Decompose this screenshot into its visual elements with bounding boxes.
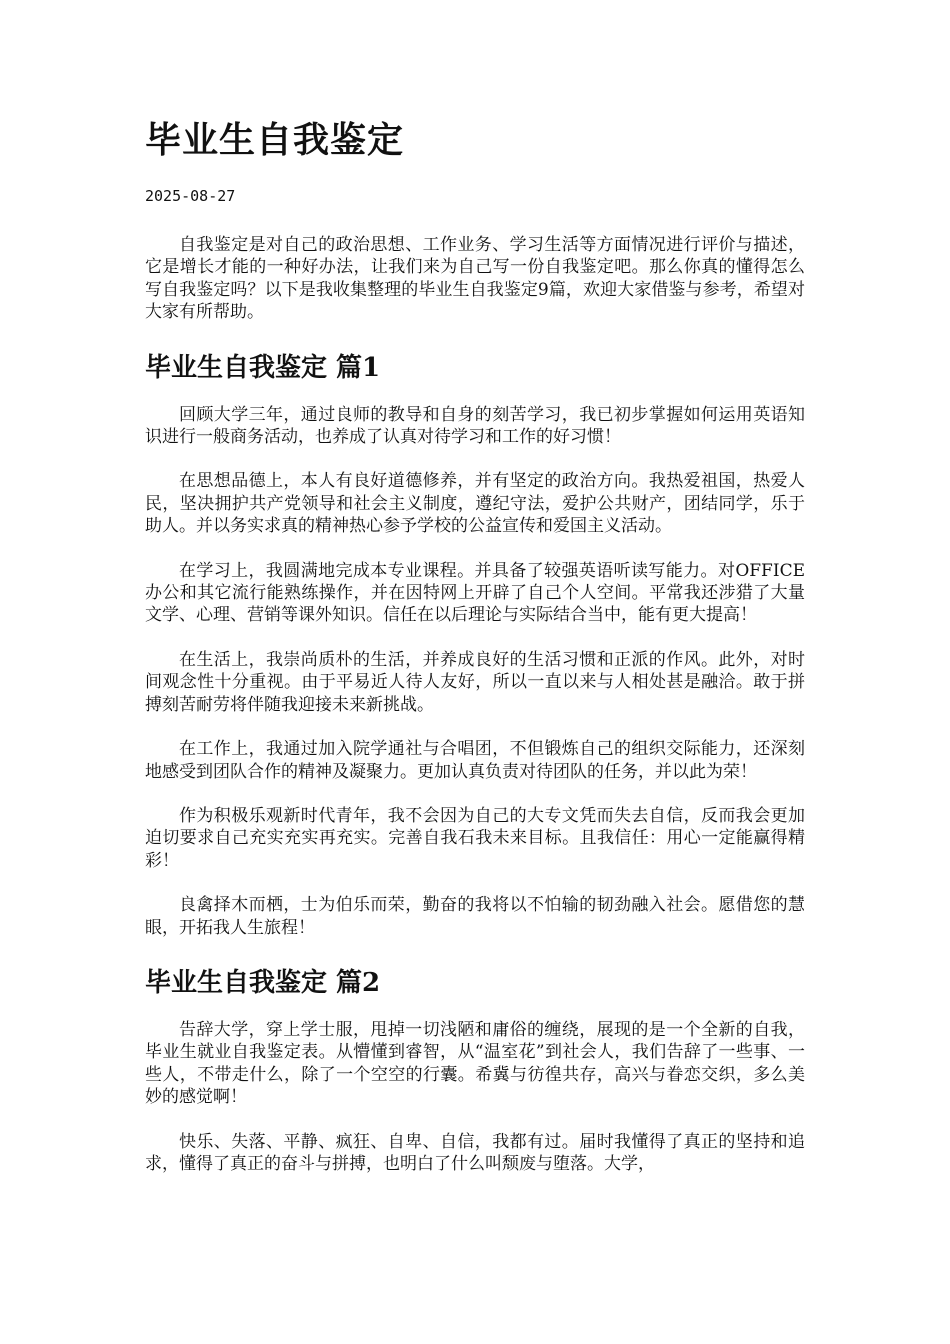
- section-heading-2: 毕业生自我鉴定 篇2: [145, 967, 381, 998]
- body-paragraph: 告辞大学，穿上学士服，甩掉一切浅陋和庸俗的缠绕，展现的是一个全新的自我，毕业生就业自我鉴定表。从懵懂到睿智，从“温室花”到社会人，我们告辞了一些事、一些人，不带走什么，除了一个空空的行囊。希冀与彷徨共存，高兴与眷恋交织，多么美妙的感觉啊！: [145, 1019, 805, 1108]
- body-paragraph: 在学习上，我圆满地完成本专业课程。并具备了较强英语听读写能力。对OFFICE办公和其它流行能熟练操作，并在因特网上开辟了自己个人空间。平常我还涉猎了大量文学、心理、营销等课外知识。信任在以后理论与实际结合当中，能有更大提高！: [145, 560, 805, 626]
- publish-date: 2025-08-27: [145, 187, 236, 205]
- body-paragraph: 良禽择木而栖，士为伯乐而荣，勤奋的我将以不怕输的韧劲融入社会。愿借您的慧眼，开拓我人生旅程！: [145, 895, 805, 938]
- body-paragraph: 在思想品德上，本人有良好道德修养，并有坚定的政治方向。我热爱祖国，热爱人民，坚决拥护共产党领导和社会主义制度，遵纪守法，爱护公共财产，团结同学，乐于助人。并以务实求真的精神热心参予学校的公益宣传和爱国主义活动。: [145, 471, 805, 537]
- page-title: 毕业生自我鉴定: [145, 119, 405, 161]
- body-paragraph: 快乐、失落、平静、疯狂、自卑、自信，我都有过。届时我懂得了真正的坚持和追求，懂得了真正的奋斗与拼搏，也明白了什么叫颓废与堕落。大学，: [145, 1131, 805, 1174]
- document-page: [145, 0, 805, 1175]
- section-body-1: [145, 404, 805, 939]
- intro-paragraph: 自我鉴定是对自己的政治思想、工作业务、学习生活等方面情况进行评价与描述，它是增长才能的一种好办法，让我们来为自己写一份自我鉴定吧。那么你真的懂得怎么写自我鉴定吗？以下是我收集整理的毕业生自我鉴定9篇，欢迎大家借鉴与参考，希望对大家有所帮助。: [145, 235, 805, 323]
- section-heading-1: 毕业生自我鉴定 篇1: [145, 352, 381, 383]
- body-paragraph: 回顾大学三年，通过良师的教导和自身的刻苦学习，我已初步掌握如何运用英语知识进行一般商务活动，也养成了认真对待学习和工作的好习惯！: [145, 404, 805, 448]
- body-paragraph: 在生活上，我崇尚质朴的生活，并养成良好的生活习惯和正派的作风。此外，对时间观念性十分重视。由于平易近人待人友好，所以一直以来与人相处甚是融洽。敢于拼搏刻苦耐劳将伴随我迎接未来新挑战。: [145, 649, 805, 715]
- body-paragraph: 作为积极乐观新时代青年，我不会因为自己的大专文凭而失去自信，反而我会更加迫切要求自己充实充实再充实。完善自我石我未来目标。且我信任：用心一定能赢得精彩！: [145, 805, 805, 871]
- body-paragraph: 在工作上，我通过加入院学通社与合唱团，不但锻炼自己的组织交际能力，还深刻地感受到团队合作的精神及凝聚力。更加认真负责对待团队的任务，并以此为荣！: [145, 739, 805, 782]
- section-body-2: [145, 1019, 805, 1175]
